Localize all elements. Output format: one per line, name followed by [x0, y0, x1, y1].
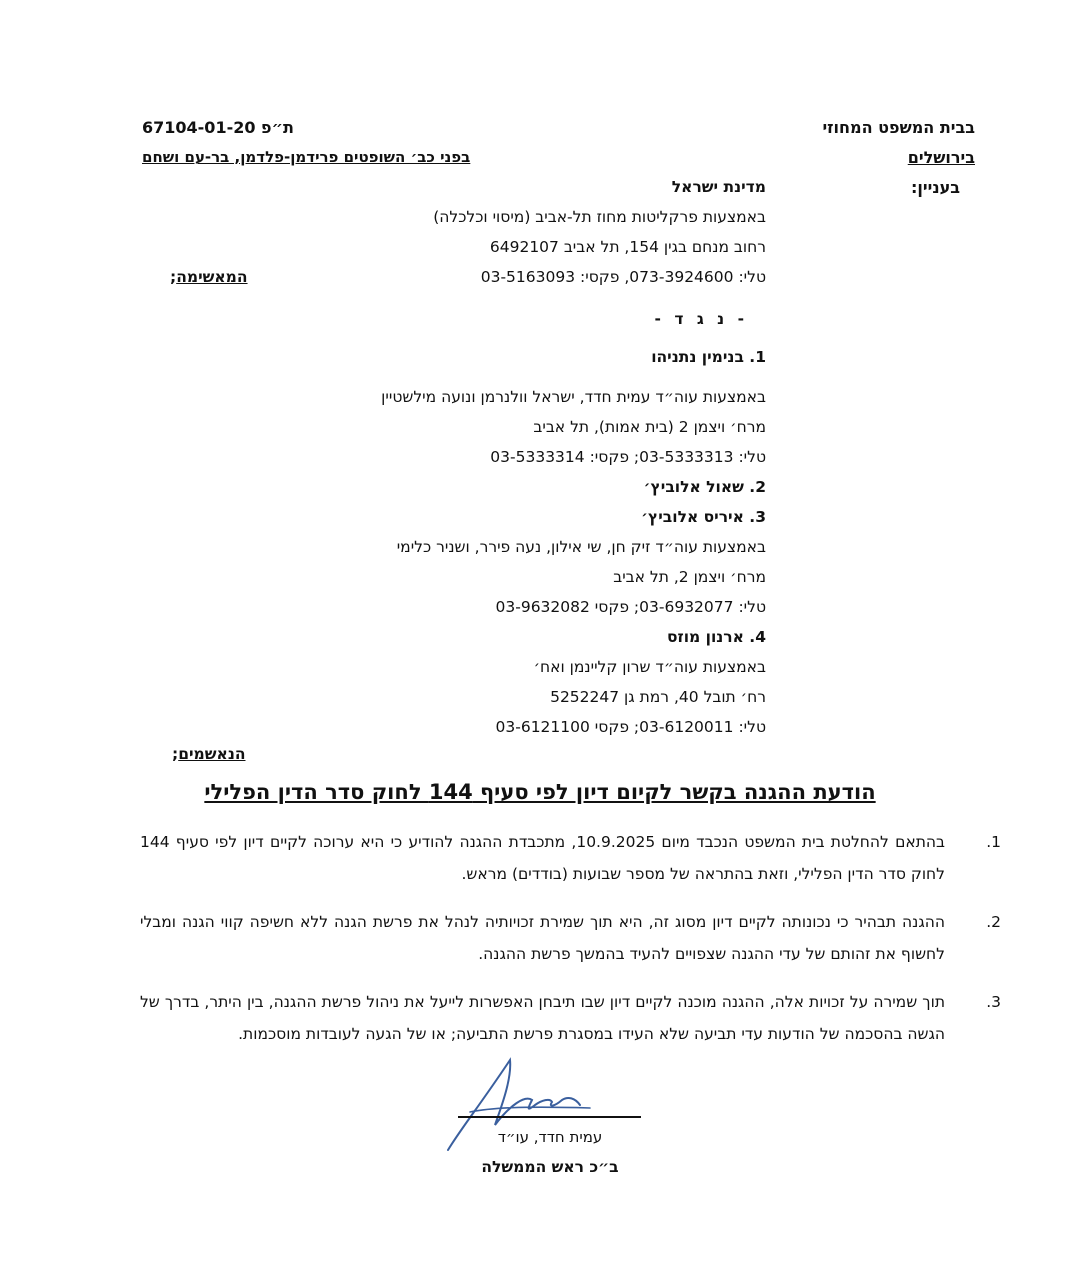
body-paragraphs	[140, 826, 1001, 1066]
case-number: ת״פ 67104-01-20	[142, 118, 294, 137]
document-title: הודעת ההגנה בקשר לקיום דיון לפי סעיף 144 לחוק סדר הדין הפלילי	[204, 780, 876, 804]
court-name: בבית המשפט המחוזי	[822, 118, 975, 137]
prosecution-address: רחוב מנחם בגין 154, תל אביב 6492107	[489, 238, 766, 256]
paragraph-number: 2.	[986, 913, 1001, 931]
defendants-role-suffix: ;	[172, 745, 179, 763]
defendant-2-name: 2. שאול אלוביץ׳	[643, 478, 766, 496]
defendant-1-phone: טלי: 03-5333313; פקסי: 03-5333314	[490, 448, 766, 466]
paragraph	[140, 826, 1001, 890]
paragraph	[140, 986, 1001, 1050]
prosecution-name: מדינת ישראל	[671, 178, 766, 196]
paragraph	[140, 906, 1001, 970]
court-location: בירושלים	[907, 148, 975, 167]
prosecution-role-label: המאשימה	[176, 268, 248, 286]
defendant-4-phone: טלי: 03-6120011; פקסי 03-6121100	[495, 718, 766, 736]
defendant-4-name: 4. ארנון מוזס	[666, 628, 766, 646]
paragraph-text: ההגנה תבהיר כי נכונותה לקיים דיון מסוג זה, היא תוך שמירת זכויותיה לנהל את פרשת הגנה ללא חשיפה קווי הגנה ומבלי לחשוף את זהותם של עדי ההגנה שצפויים להעיד בהמשך פרשת ההגנה.	[140, 913, 945, 963]
paragraph-number: 3.	[986, 993, 1001, 1011]
defendant-4-via: באמצעות עוה״ד שרון קליינמן ואח׳	[533, 658, 766, 676]
defendant-1-address: מרח׳ ויצמן 2 (בית אמות), תל אביב	[533, 418, 766, 436]
prosecution-phone: טלי: 073-3924600, פקסי: 03-5163093	[480, 268, 766, 286]
defendant-4-address: רח׳ תובל 40, רמת גן 5252247	[550, 688, 766, 706]
defendant-1-via: באמצעות עוה״ד עמית חדד, ישראל וולנרמן ונועה מילשטיין	[381, 388, 766, 406]
defendants-role-label: הנאשמים	[178, 745, 246, 763]
defendant-3-name: 3. איריס אלוביץ׳	[641, 508, 766, 526]
defendant-23-address: מרח׳ ויצמן 2, תל אביב	[613, 568, 766, 586]
paragraph-text: תוך שמירה על זכויות אלה, ההגנה מוכנה לקיים דיון שבו תיבחן האפשרות לייעל את ניהול פרשת ההגנה, בין היתר, בדרך של הגשה בהסכמה של הודעות עדי תביעה שלא העידו במסגרת פרשת התביעה; או של הגעה לעובדות מוסכמות.	[140, 993, 945, 1043]
paragraph-number: 1.	[986, 833, 1001, 851]
judges-panel: בפני כב׳ השופטים פרידמן-פלדמן, בר-עם ושחם	[142, 148, 471, 166]
versus-divider: - נ ג ד -	[654, 310, 748, 328]
prosecution-role	[170, 268, 248, 286]
prosecution-via: באמצעות פרקליטות מחוז תל-אביב (מיסוי וכלכלה)	[433, 208, 766, 226]
signature-line	[458, 1116, 641, 1118]
signer-name: עמית חדד, עו״ד	[497, 1128, 603, 1146]
paragraph-text: בהתאם להחלטת בית המשפט הנכבד מיום 10.9.2025, מתכבדת ההגנה להודיע כי היא ערוכה לקיים דיון לפי סעיף 144 לחוק סדר הדין הפלילי, וזאת בהתראה של מספר שבועות (בודדים) מראש.	[140, 833, 945, 883]
defendant-1-name: 1. בנימין נתניהו	[651, 348, 766, 366]
subject-label: בעניין:	[911, 178, 960, 197]
defendants-role	[172, 745, 246, 763]
defendant-23-via: באמצעות עוה״ד זיק חן, שי אילון, נעה פירר, ושניר כלימי	[396, 538, 766, 556]
signer-role: ב״כ ראש הממשלה	[481, 1158, 619, 1176]
prosecution-role-suffix: ;	[170, 268, 177, 286]
defendant-23-phone: טלי: 03-6932077; פקסי 03-9632082	[495, 598, 766, 616]
